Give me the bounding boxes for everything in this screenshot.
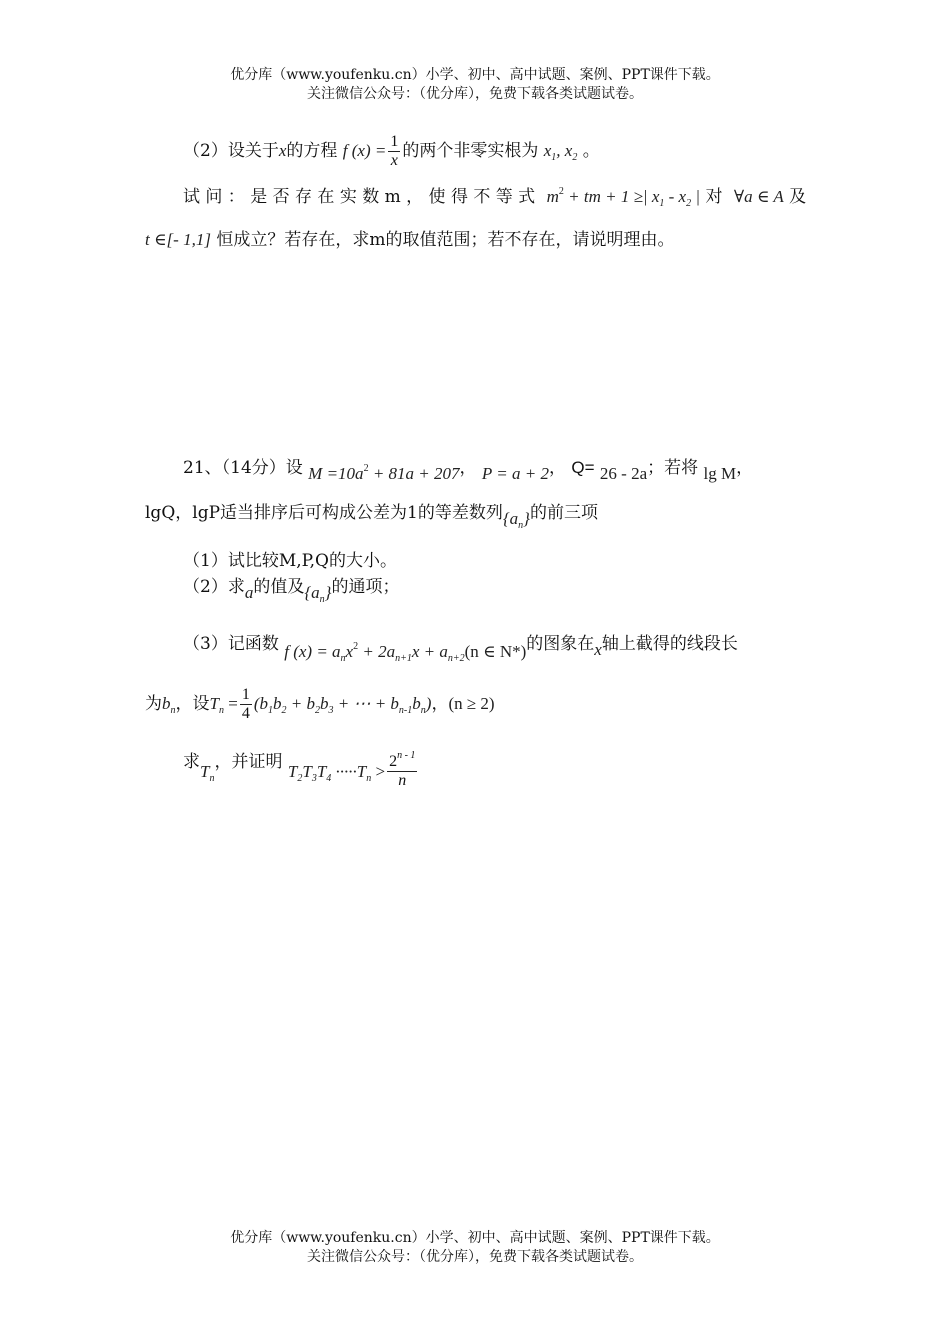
math-bn: $b_n$ <box>162 694 176 716</box>
math-sum: ($b_1b_2 + b_2b_3$ + ⋯ + $b_{n-1}b_n$) <box>253 694 432 716</box>
q21-head: 21、（14分）设 <box>183 458 303 478</box>
math-fx: f (x) = <box>342 141 387 160</box>
math-Tn-def: $T_n$ = <box>209 694 238 716</box>
q20-text-eq: 的方程 <box>286 141 338 161</box>
q21-line-1 <box>183 452 754 483</box>
q20-part2-label: （2）设关于 <box>183 141 279 161</box>
q21-part3 <box>183 628 738 662</box>
math-roots: $x_1$, $x_2$ <box>543 141 578 163</box>
q21-part3-label: （3）记函数 <box>183 634 279 654</box>
q21-bn-pre: 为 <box>145 694 162 714</box>
math-function: f $(x) = a_nx^2 + 2a_{n+1}x + a_{n+2}(n$ ∈ N*) <box>284 641 527 664</box>
q21-final-text: ，并证明 <box>214 752 283 772</box>
q20-dui: 对 <box>705 187 723 207</box>
q21-bn-post: ，设 <box>175 694 210 714</box>
q20-tail-text: 恒成立？若存在，求m的取值范围；若不存在，请说明理由。 <box>216 230 675 250</box>
math-n-ge-2: (n ≥ 2) <box>448 694 495 713</box>
q20-ji: 及 <box>789 187 807 207</box>
q21-line-2 <box>145 502 598 531</box>
math-inequality: $m^2$ + tm + 1 ≥| $x_1 - x_2$ | <box>546 186 701 209</box>
page-header <box>0 66 950 104</box>
q21-part2-label: （2）求 <box>183 577 245 597</box>
fraction-1-over-x: $\frac{1}{x}$ <box>390 133 399 169</box>
math-x-axis: x <box>594 640 602 659</box>
fraction-1-over-4: $\frac{1}{4}$ <box>241 686 250 722</box>
header-line-2: 关注微信公众号：（优分库），免费下载各类试题试卷。 <box>307 86 643 102</box>
math-t-range: t ∈[- 1,1] <box>145 230 211 249</box>
fraction-2pow-over-n: $\frac{2^{n - 1}}{n}$ <box>387 747 417 790</box>
q20-end-punct: 。 <box>582 141 600 161</box>
q21-line2-text: lgQ，lgP适当排序后可构成公差为1的等差数列 <box>145 503 503 523</box>
footer-line-1: 优分库（www.youfenku.cn）小学、初中、高中试题、案例、PPT课件下载。 <box>230 1230 720 1246</box>
comma: ， <box>431 694 449 714</box>
math-lgM: lg M <box>703 464 737 483</box>
math-x: x <box>278 141 287 160</box>
footer-line-2: 关注微信公众号：（优分库），免费下载各类试题试卷。 <box>307 1249 643 1265</box>
q21-part3-tail: 轴上截得的线段长 <box>601 634 738 654</box>
q20-ask-line <box>183 181 806 215</box>
q20-ask-text: 试 问 ： 是 否 存 在 实 数 m ， 使 得 不 等 式 <box>183 187 536 207</box>
q20-tail-line <box>145 229 674 251</box>
comma: ， <box>459 458 477 478</box>
q21-final-label: 求 <box>183 752 200 772</box>
q21-line2-tail: 的前三项 <box>529 503 598 523</box>
q21-part2-text: 的值及 <box>253 577 305 597</box>
q21-part3-text: 的图象在 <box>526 634 595 654</box>
page-footer <box>0 1229 950 1267</box>
comma: ， <box>736 458 754 478</box>
header-line-1: 优分库（www.youfenku.cn）小学、初中、高中试题、案例、PPT课件下载。 <box>230 67 720 83</box>
math-an-set: $\{a_n\}$ <box>502 509 530 531</box>
q21-part2 <box>183 576 399 605</box>
math-forall: ∀a ∈ A <box>733 187 784 206</box>
q20-part2-line <box>183 133 600 170</box>
math-product: $T_2T_3T_4 \cdot\cdot\cdot\cdot\cdot T_n$ > <box>287 762 386 784</box>
q21-Tn-line <box>145 686 495 723</box>
q-label: Q= <box>571 458 595 477</box>
q21-semi-text: ；若将 <box>647 458 699 478</box>
math-Q: 26 - 2a <box>599 464 648 483</box>
math-M: $M =10a^2 + 81a + 207$ <box>308 463 460 483</box>
comma: ， <box>548 458 566 478</box>
q21-part2-tail: 的通项； <box>331 577 400 597</box>
q21-part1: （1）试比较M,P,Q的大小。 <box>183 551 397 571</box>
math-P: P = a + 2 <box>481 464 549 483</box>
math-an-set: $\{a_n\}$ <box>304 583 332 605</box>
q20-text-roots: 的两个非零实根为 <box>402 141 539 161</box>
q21-final-line <box>183 741 419 789</box>
math-Tn: $T_n$ <box>200 762 215 784</box>
math-a: a <box>244 583 254 602</box>
